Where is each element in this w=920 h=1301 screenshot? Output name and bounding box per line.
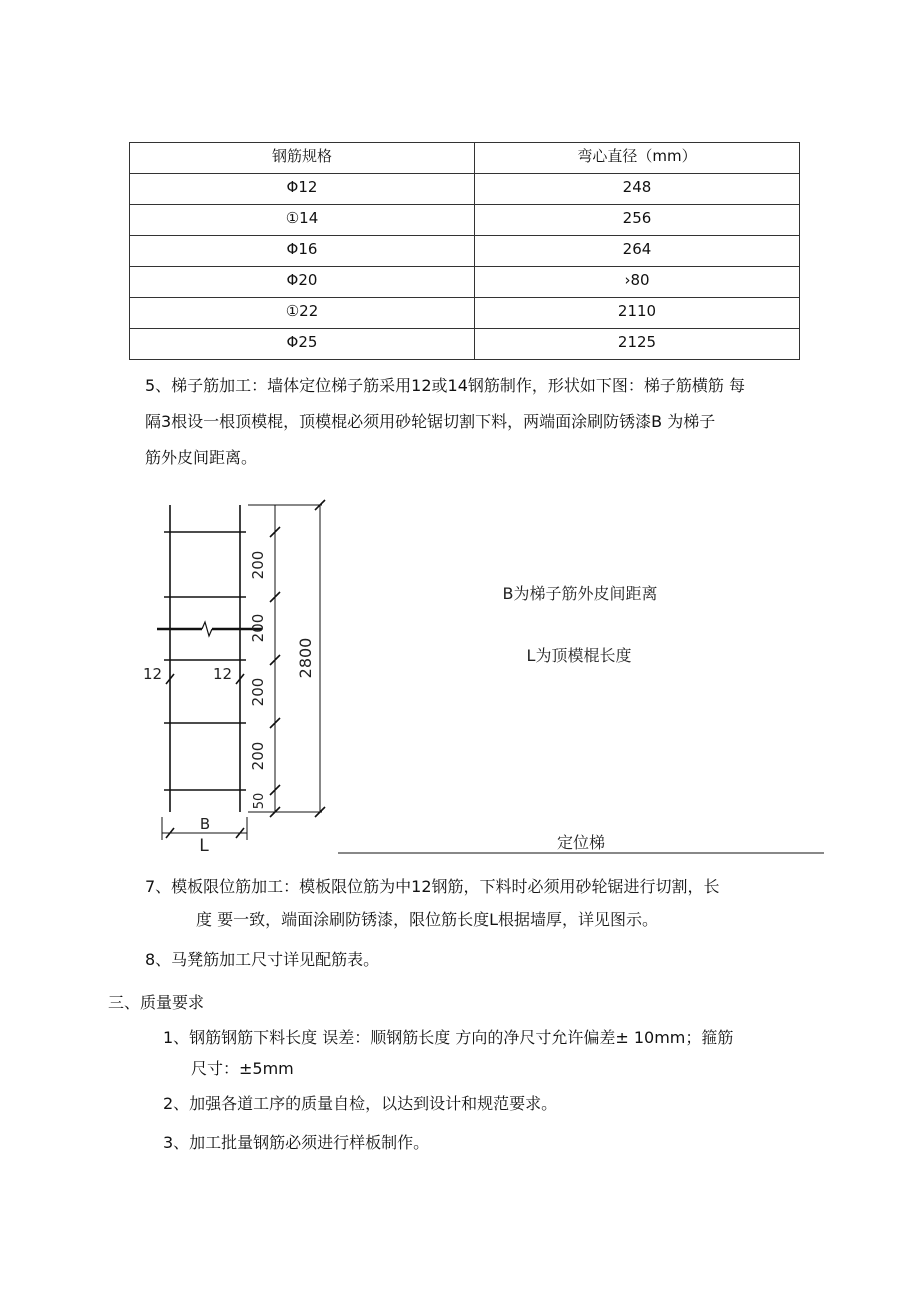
cell-spec: Φ12 (130, 174, 475, 205)
dim-label-200: 200 (249, 677, 267, 707)
bar-size-right: 12 (213, 665, 233, 683)
caption-b: B为梯子筋外皮间距离 (502, 584, 658, 603)
item5-line1: 5、梯子筋加工：墙体定位梯子筋采用12或14钢筋制作，形状如下图：梯子筋横筋 每 (145, 376, 745, 395)
dim-label-b: B (199, 815, 211, 833)
cell-spec: ①22 (130, 298, 475, 329)
item7-line1: 7、模板限位筋加工：模板限位筋为中12钢筋，下料时必须用砂轮锯进行切割，长 (145, 877, 720, 896)
section3-item1-line2: 尺寸：±5mm (191, 1059, 294, 1078)
section3-item1-line1: 1、钢筋钢筋下料长度 误差：顺钢筋长度 方向的净尺寸允许偏差± 10mm；箍筋 (163, 1028, 734, 1047)
dim-label-200: 200 (249, 613, 267, 643)
dim-label-50: 50 (252, 792, 267, 810)
dim-label-l: L (199, 836, 209, 856)
section3-item3: 3、加工批量钢筋必须进行样板制作。 (163, 1133, 430, 1152)
section3-item2: 2、加强各道工序的质量自检，以达到设计和规范要求。 (163, 1094, 558, 1113)
section3-heading: 三、质量要求 (108, 993, 205, 1012)
bar-size-left: 12 (143, 665, 163, 683)
cell-spec: Φ16 (130, 236, 475, 267)
cell-diameter: 2125 (475, 329, 800, 360)
header-diameter: 弯心直径（mm） (475, 143, 800, 174)
cell-spec: Φ25 (130, 329, 475, 360)
item5-line3: 筋外皮间距离。 (145, 448, 258, 467)
cell-spec: ①14 (130, 205, 475, 236)
diagram-title: 定位梯 (556, 833, 606, 852)
caption-l: L为顶模棍长度 (526, 646, 632, 665)
cell-diameter: 264 (475, 236, 800, 267)
break-symbol (202, 622, 212, 636)
cell-diameter: ›80 (475, 267, 800, 298)
item7-line2: 度 要一致，端面涂刷防锈漆，限位筋长度L根据墙厚，详见图示。 (196, 910, 659, 929)
item5-line2: 隔3根设一根顶模棍，顶模棍必须用砂轮锯切割下料，两端面涂刷防锈漆B 为梯子 (145, 412, 716, 431)
cell-spec: Φ20 (130, 267, 475, 298)
item8: 8、马凳筋加工尺寸详见配筋表。 (145, 950, 380, 969)
cell-diameter: 248 (475, 174, 800, 205)
cell-diameter: 256 (475, 205, 800, 236)
dim-label-2800: 2800 (296, 637, 315, 679)
dim-label-200: 200 (249, 741, 267, 771)
cell-diameter: 2110 (475, 298, 800, 329)
header-spec: 钢筋规格 (130, 143, 475, 174)
dim-label-200: 200 (249, 550, 267, 580)
